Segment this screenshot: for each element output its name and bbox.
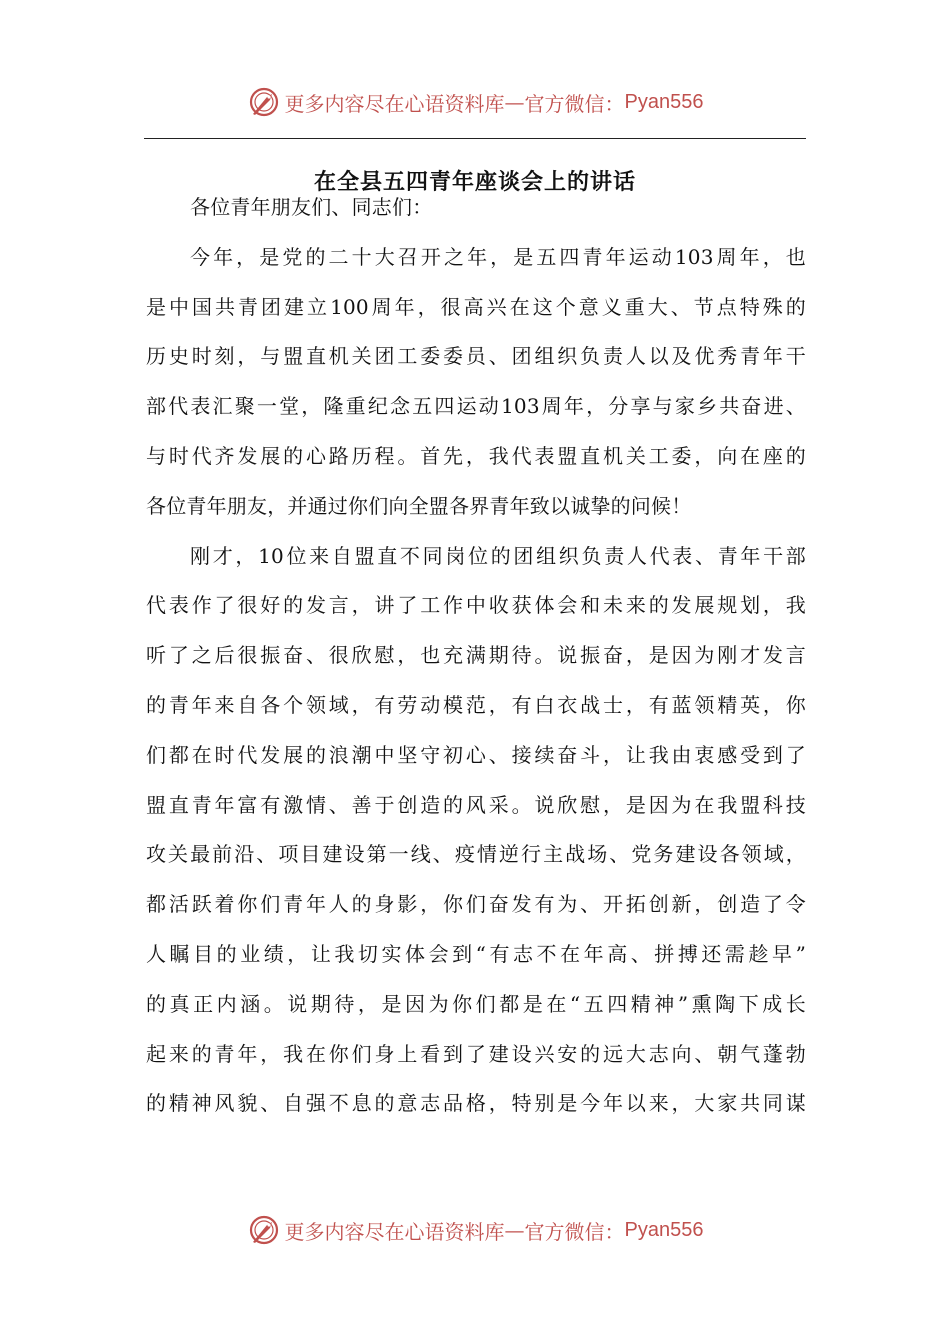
footer-wechat-label: 官方微信： <box>524 1219 625 1244</box>
paragraph-line: 各位青年朋友，并通过你们向全盟各界青年致以诚挚的问候！ <box>146 493 692 518</box>
document-body <box>146 183 806 1129</box>
salutation-line: 各位青年朋友们、同志们： <box>190 195 433 219</box>
banner-text: 更多内容尽在心语资料库 <box>284 91 505 116</box>
document-title: 在全县五四青年座谈会上的讲话 <box>313 170 636 195</box>
banner-wechat-id: Pyan556 <box>624 90 704 113</box>
header-divider <box>144 138 806 139</box>
paragraph-line: 刚才，10位来自盟直不同岗位的团组织负责人代表、青年干部 <box>190 543 806 568</box>
footer-wechat-id: Pyan556 <box>624 1218 704 1241</box>
paragraph-line: 人瞩目的业绩，让我切实体会到“有志不在年高、拼搏还需趁早” <box>146 941 806 966</box>
paragraph-line: 听了之后很振奋、很欣慰，也充满期待。说振奋，是因为刚才发言 <box>146 643 806 668</box>
paragraph-line: 攻关最前沿、项目建设第一线、疫情逆行主战场、党务建设各领域， <box>146 842 806 867</box>
banner-wechat-label: 官方微信： <box>524 91 625 116</box>
paragraph-line: 与时代齐发展的心路历程。首先，我代表盟直机关工委，向在座的 <box>146 443 806 468</box>
footer-banner-text: 更多内容尽在心语资料库 <box>284 1219 505 1244</box>
paragraph-line: 盟直青年富有激情、善于创造的风采。说欣慰，是因为在我盟科技 <box>146 792 806 817</box>
paragraph-line: 们都在时代发展的浪潮中坚守初心、接续奋斗，让我由衷感受到了 <box>146 742 806 767</box>
paragraph-line: 历史时刻，与盟直机关团工委委员、团组织负责人以及优秀青年干 <box>146 344 806 369</box>
paragraph-line: 的真正内涵。说期待，是因为你们都是在“五四精神”熏陶下成长 <box>146 991 806 1016</box>
paragraph-line: 的青年来自各个领域，有劳动模范，有白衣战士，有蓝领精英，你 <box>146 692 806 717</box>
paragraph-line: 都活跃着你们青年人的身影，你们奋发有为、开拓创新，创造了令 <box>146 892 806 917</box>
paragraph-line: 起来的青年，我在你们身上看到了建设兴安的远大志向、朝气蓬勃 <box>146 1041 806 1066</box>
paragraph-line: 今年，是党的二十大召开之年，是五四青年运动103周年，也 <box>190 244 806 269</box>
banner-dash: — <box>504 90 525 114</box>
pen-nib-logo-icon <box>247 1213 281 1247</box>
paragraph-line: 的精神风貌、自强不息的意志品格，特别是今年以来，大家共同谋 <box>146 1091 806 1116</box>
paragraph-line: 代表作了很好的发言，讲了工作中收获体会和未来的发展规划，我 <box>146 593 806 618</box>
paragraph-line: 是中国共青团建立100周年，很高兴在这个意义重大、节点特殊的 <box>146 294 806 319</box>
pen-nib-logo-icon <box>247 85 281 119</box>
header-banner <box>0 80 950 124</box>
footer-banner-dash: — <box>504 1218 525 1242</box>
paragraph-line: 部代表汇聚一堂，隆重纪念五四运动103周年，分享与家乡共奋进、 <box>146 394 806 419</box>
footer-banner <box>0 1208 950 1252</box>
